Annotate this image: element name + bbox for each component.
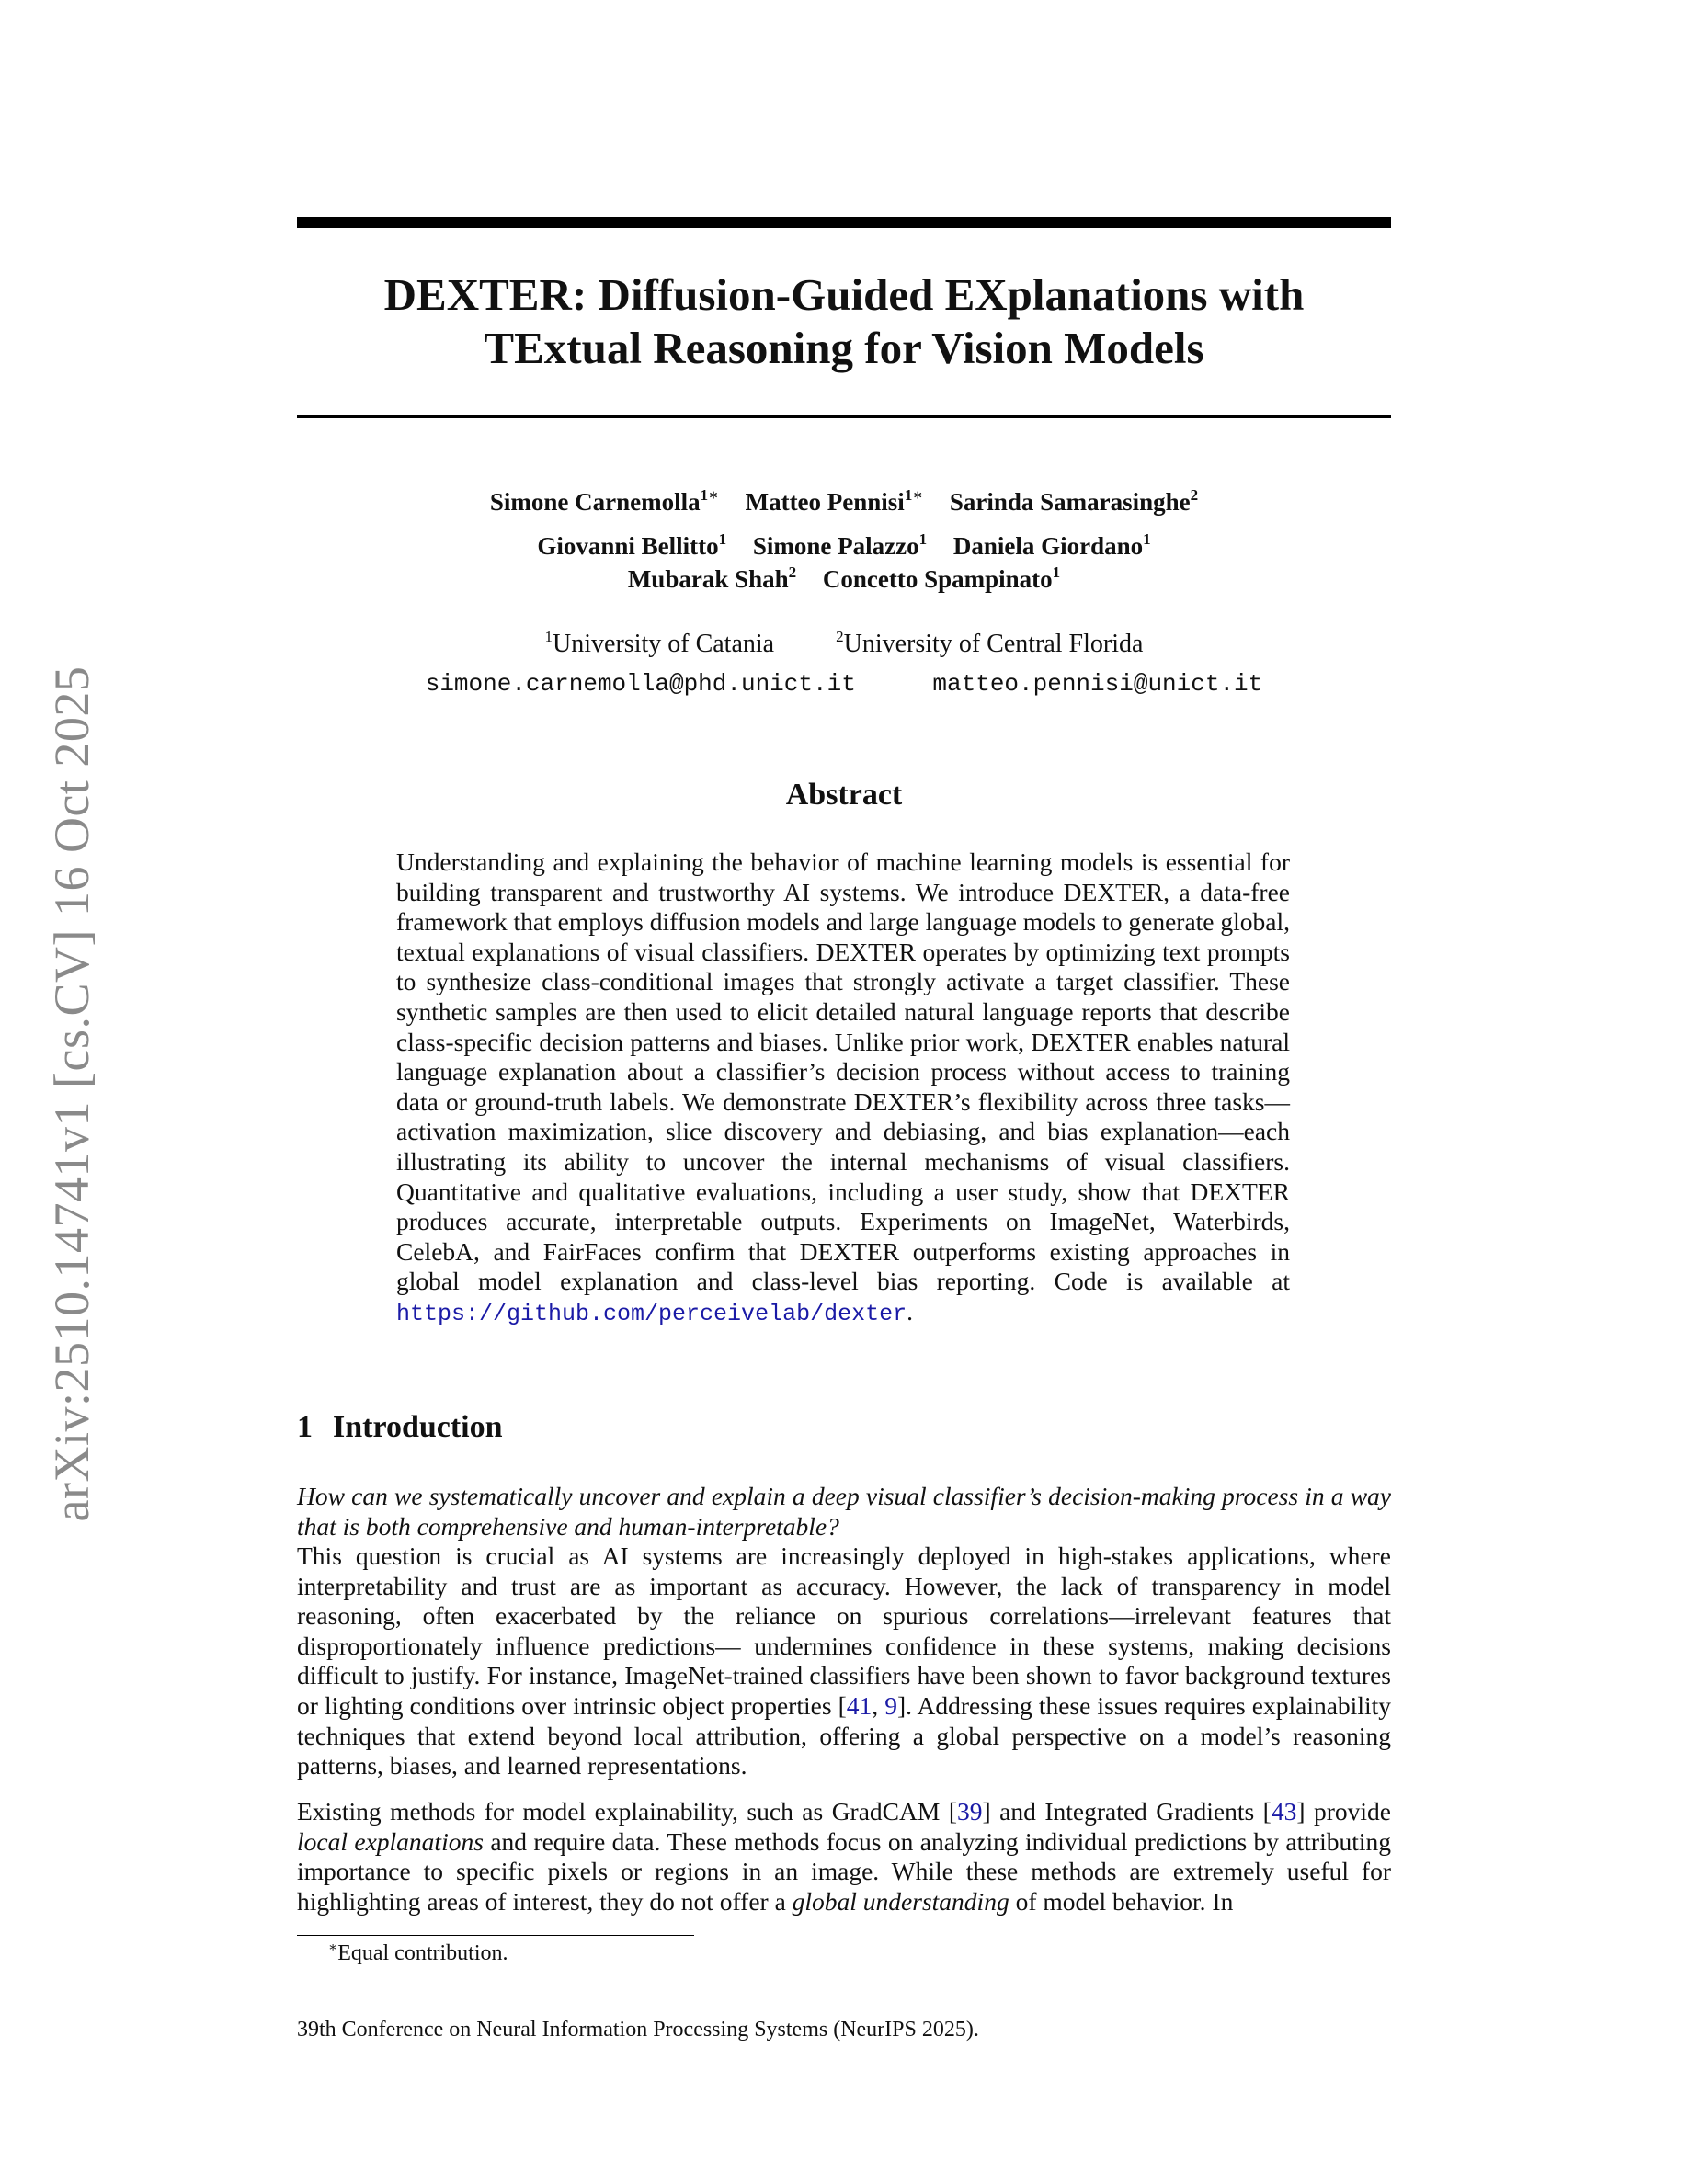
abstract-body: Understanding and explaining the behavior of machine learning models is essential for building transparent and trustworthy AI systems. We introduce DEXTER, a data-free framework that employs diffusion models and large language models to generate global, textual explanations of visual classifiers. DEXTER operates by optimizing text prompts to synthesize class-conditional images that strongly activate a target classifier. These synthetic samples are then used to elicit detailed natural language reports that describe class-specific decision patterns and biases. Unlike prior work, DEXTER enables natural language explanation about a classifier’s decision process without access to training data or ground-truth labels. We demonstrate DEXTER’s flexibility across three tasks—activation maximization, slice discovery and debiasing, and bias explanation—each illustrating its ability to uncover the internal mechanisms of visual classifiers. Quantitative and qualitative evaluations, including a user study, show that DEXTER produces accurate, interpretable outputs. Experiments on ImageNet, Waterbirds, CelebA, and FairFaces confirm that DEXTER outperforms existing approaches in global model explanation and class-level bias reporting. Code is available at https://github.com/perceivelab/dexter. (396, 847, 1290, 1327)
email-address[interactable]: matteo.pennisi@unict.it (932, 670, 1263, 698)
email-address[interactable]: simone.carnemolla@phd.unict.it (425, 670, 856, 698)
arxiv-identifier: arXiv:2510.14741v1 [cs.CV] 16 Oct 2025 (44, 665, 99, 1522)
venue-note: 39th Conference on Neural Information Processing Systems (NeurIPS 2025). (297, 2018, 979, 2042)
author-row-2 (297, 529, 1391, 563)
intro-paragraph-2: Existing methods for model explainability, such as GradCAM [39] and Integrated Gradients [43] provide local explanations and require data. These methods focus on analyzing individual predictions by attributing importance to specific pixels or regions in an image. While these methods are extremely useful for highlighting areas of interest, they do not offer a global understanding of model behavior. In (297, 1797, 1391, 1916)
abstract-heading: Abstract (785, 778, 903, 812)
title-line-1: DEXTER: Diffusion-Guided EXplanations with (383, 269, 1305, 320)
title-bottom-rule (297, 415, 1391, 418)
intro-paragraph-1: This question is crucial as AI systems are increasingly deployed in high-stakes applications, where interpretability and trust are as important as accuracy. However, the lack of transparency in model reasoning, often exacerbated by the reliance on spurious correlations—irrelevant features that disproportionately influence predictions— undermines confidence in these systems, making decisions difficult to justify. For instance, ImageNet-trained classifiers have been shown to favor background textures or lighting conditions over intrinsic object properties [41, 9]. Addressing these issues requires explainability techniques that extend beyond local attribution, offering a global perspective on a model’s reasoning patterns, biases, and learned representations. (297, 1541, 1391, 1780)
citation-link[interactable]: 41 (846, 1690, 873, 1720)
author: Simone Palazzo$^1$ (752, 530, 928, 560)
affiliation: $^2$University of Central Florida (836, 628, 1144, 658)
affiliation: $^1$University of Catania (544, 628, 775, 658)
author-row-1 (297, 485, 1391, 518)
section-number: 1 (297, 1410, 313, 1444)
title-line-2: TExtual Reasoning for Vision Models (484, 323, 1204, 373)
author: Sarinda Samarasinghe$^2$ (949, 486, 1199, 516)
citation-link[interactable]: 9 (884, 1690, 897, 1720)
author: Concetto Spampinato$^1$ (822, 563, 1061, 593)
footnote: ∗Equal contribution. (328, 1940, 508, 1965)
footnote-rule (297, 1935, 694, 1936)
author: Simone Carnemolla$^{1∗}$ (489, 486, 719, 516)
title-top-rule (297, 217, 1391, 228)
research-question: How can we systematically uncover and explain a deep visual classifier’s decision-making process in a way that is both comprehensive and human-interpretable? (297, 1482, 1391, 1541)
author: Mubarak Shah$^2$ (627, 563, 797, 593)
affiliations (297, 629, 1391, 660)
section-heading-introduction (297, 1410, 503, 1445)
section-title: Introduction (333, 1410, 503, 1444)
author-row-3 (297, 563, 1391, 596)
citation-link[interactable]: 43 (1271, 1797, 1297, 1826)
author: Giovanni Bellitto$^1$ (537, 530, 727, 560)
code-repository-link[interactable]: https://github.com/perceivelab/dexter (396, 1300, 907, 1327)
citation-link[interactable]: 39 (956, 1797, 983, 1826)
author: Daniela Giordano$^1$ (952, 530, 1151, 560)
paper-title (297, 268, 1391, 375)
author: Matteo Pennisi$^{1∗}$ (745, 486, 924, 516)
abstract-text: Understanding and explaining the behavior of machine learning models is essential for building transparent and trustworthy AI systems. We introduce DEXTER, a data-free framework that employs diffusion models and large language models to generate global, textual explanations of visual classifiers. DEXTER operates by optimizing text prompts to synthesize class-conditional images that strongly activate a target classifier. These synthetic samples are then used to elicit detailed natural language reports that describe class-specific decision patterns and biases. Unlike prior work, DEXTER enables natural language explanation about a classifier’s decision process without access to training data or ground-truth labels. We demonstrate DEXTER’s flexibility across three tasks—activation maximization, slice discovery and debiasing, and bias explanation—each illustrating its ability to uncover the internal mechanisms of visual classifiers. Quantitative and qualitative evaluations, including a user study, show that DEXTER produces accurate, interpretable outputs. Experiments on ImageNet, Waterbirds, CelebA, and FairFaces confirm that DEXTER outperforms existing approaches in global model explanation and class-level bias reporting. Code is available at (396, 847, 1290, 1296)
author-emails (297, 669, 1391, 699)
